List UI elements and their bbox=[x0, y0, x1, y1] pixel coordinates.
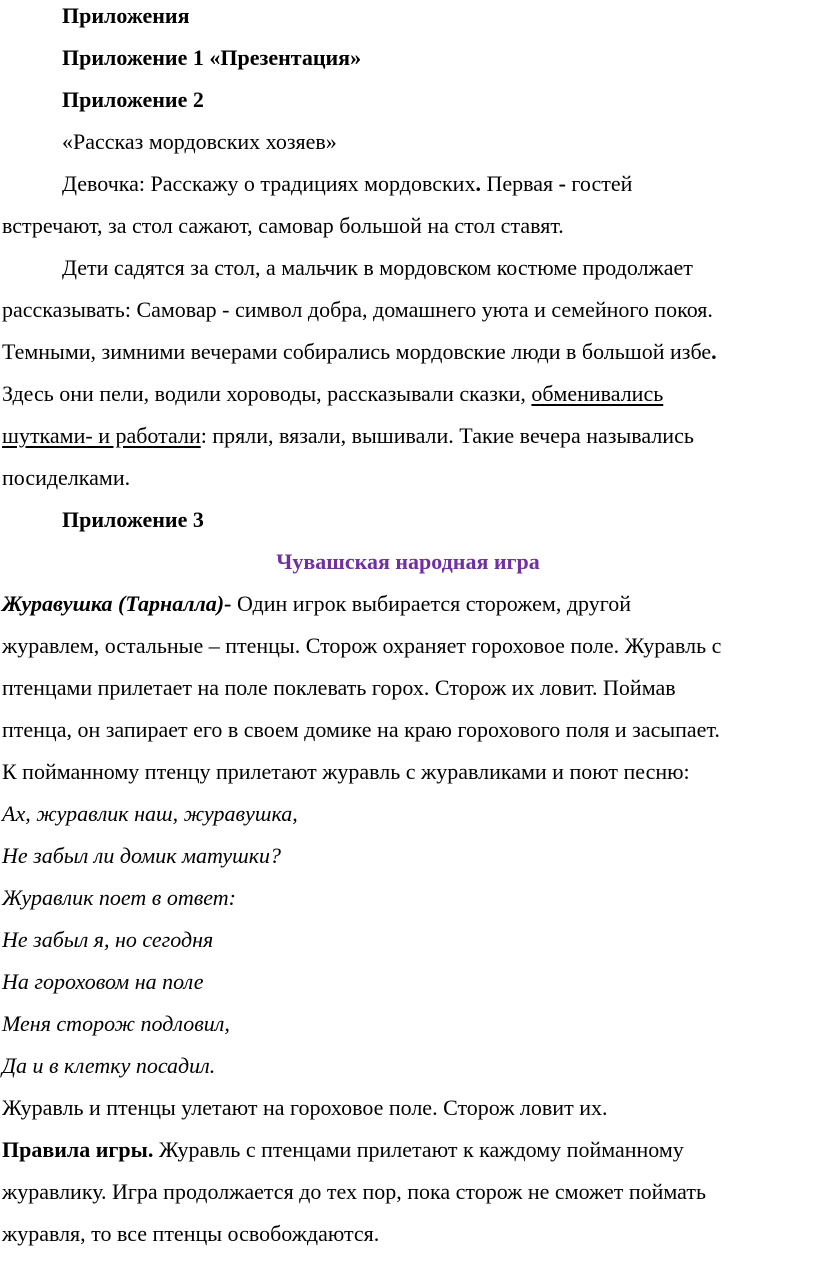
game-rules-line-3: журавля, то все птенцы освобождаются. bbox=[2, 1221, 380, 1246]
text-run: Журавль с птенцами прилетают к каждому пойманному bbox=[153, 1137, 684, 1162]
song-line: Не забыл я, но сегодня bbox=[2, 927, 214, 952]
game-desc-line-1 bbox=[2, 590, 631, 618]
heading-appendix-3: Приложение 3 bbox=[62, 507, 204, 532]
text-run: . bbox=[475, 171, 481, 196]
text-run: Первая bbox=[480, 171, 559, 196]
song-line: Меня сторож подловил, bbox=[2, 1011, 230, 1036]
game-desc-line-5: К пойманному птенцу прилетают журавль с журавликами и поют песню: bbox=[2, 759, 690, 784]
text-run: гостей bbox=[565, 171, 633, 196]
heading-appendix-2: Приложение 2 bbox=[62, 87, 204, 112]
story-girl-line-2: встречают, за стол сажают, самовар большой на стол ставят. bbox=[2, 213, 564, 238]
game-rules-line-2: журавлику. Игра продолжается до тех пор, пока сторож не сможет поймать bbox=[2, 1179, 706, 1204]
story-boy-line-3 bbox=[2, 338, 717, 366]
text-run: - bbox=[558, 171, 566, 196]
story-girl-line-1 bbox=[62, 170, 632, 198]
underlined-text: шутками- и работали bbox=[2, 423, 201, 448]
text-run: Девочка: Расскажу о традициях мордовских bbox=[62, 171, 476, 196]
story-boy-line-2: рассказывать: Самовар - символ добра, домашнего уюта и семейного покоя. bbox=[2, 297, 713, 322]
story-boy-line-6: посиделками. bbox=[2, 465, 131, 490]
text-run: : пряли, вязали, вышивали. Такие вечера назывались bbox=[200, 423, 694, 448]
game-after-song: Журавль и птенцы улетают на гороховое поле. Сторож ловит их. bbox=[2, 1095, 608, 1120]
text-run: Темными, зимними вечерами собирались мордовские люди в большой избе bbox=[2, 339, 712, 364]
game-title: Чувашская народная игра bbox=[276, 549, 540, 574]
song-line: Не забыл ли домик матушки? bbox=[2, 843, 282, 868]
game-desc-line-3: птенцами прилетает на поле поклевать горох. Сторож их ловит. Поймав bbox=[2, 675, 676, 700]
story-title: «Рассказ мордовских хозяев» bbox=[62, 129, 337, 154]
text-run: Один игрок выбирается сторожем, другой bbox=[231, 591, 631, 616]
story-boy-line-4 bbox=[2, 380, 663, 408]
rules-label: Правила игры. bbox=[2, 1137, 154, 1162]
text-run: . bbox=[711, 339, 717, 364]
story-boy-line-1: Дети садятся за стол, а мальчик в мордовском костюме продолжает bbox=[62, 255, 693, 280]
game-name: Журавушка (Тарналла)- bbox=[2, 591, 232, 616]
song-line: На гороховом на поле bbox=[2, 969, 204, 994]
underlined-text: обменивались bbox=[531, 381, 664, 406]
game-rules-line-1 bbox=[2, 1136, 684, 1164]
heading-appendix-1: Приложение 1 «Презентация» bbox=[62, 45, 362, 70]
story-boy-line-5 bbox=[2, 422, 694, 450]
song-line: Да и в клетку посадил. bbox=[2, 1053, 216, 1078]
heading-appendices: Приложения bbox=[62, 3, 190, 28]
song-line: Журавлик поет в ответ: bbox=[2, 885, 236, 910]
text-run: Здесь они пели, водили хороводы, рассказывали сказки, bbox=[2, 381, 532, 406]
game-desc-line-4: птенца, он запирает его в своем домике на краю горохового поля и засыпает. bbox=[2, 717, 720, 742]
song-line: Ах, журавлик наш, журавушка, bbox=[2, 801, 298, 826]
game-desc-line-2: журавлем, остальные – птенцы. Сторож охраняет гороховое поле. Журавль с bbox=[2, 633, 722, 658]
